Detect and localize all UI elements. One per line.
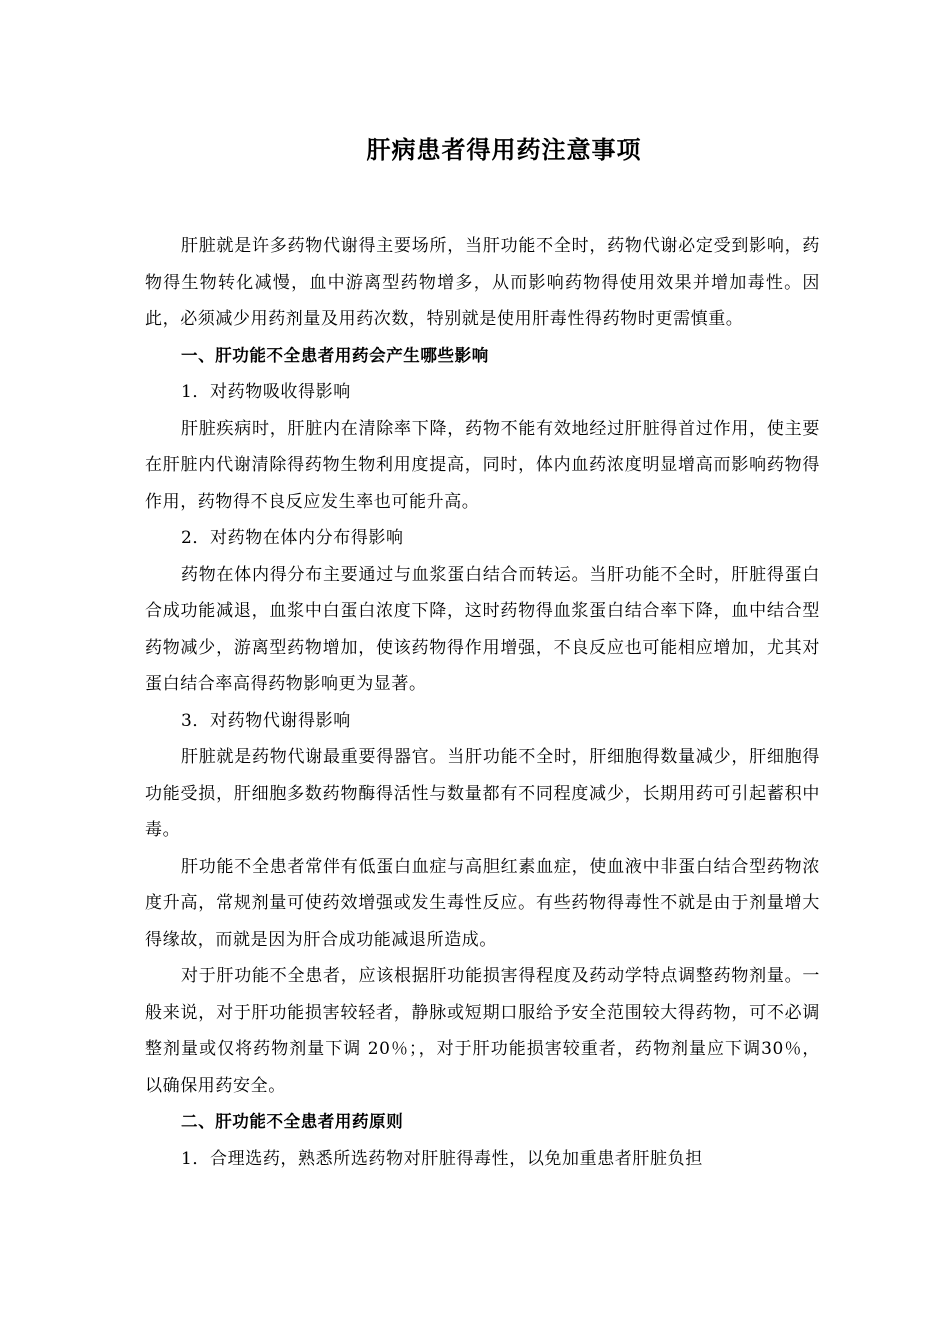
section-2-item-1-title: 1．合理选药，熟悉所选药物对肝脏得毒性，以免加重患者肝脏负担 [181, 1148, 703, 1169]
section-1-item-1-title: 1．对药物吸收得影响 [181, 382, 351, 402]
hypoproteinemia-paragraph: 肝功能不全患者常伴有低蛋白血症与高胆红素血症，使血液中非蛋白结合型药物浓度升高，常规剂量可使药效增强或发生毒性反应。有些药物得毒性不就是由于剂量增大得缘故，而就是因为肝合成功能减退所造成。 [145, 856, 820, 950]
intro-paragraph: 肝脏就是许多药物代谢得主要场所，当肝功能不全时，药物代谢必定受到影响，药物得生物转化减慢，血中游离型药物增多，从而影响药物得使用效果并增加毒性。因此，必须减少用药剂量及用药次数，特别就是使用肝毒性得药物时更需慎重。 [145, 236, 820, 329]
section-1-item-3-text: 肝脏就是药物代谢最重要得器官。当肝功能不全时，肝细胞得数量减少，肝细胞得功能受损，肝细胞多数药物酶得活性与数量都有不同程度减少，长期用药可引起蓄积中毒。 [145, 747, 820, 840]
section-1-heading: 一、肝功能不全患者用药会产生哪些影响 [181, 345, 489, 365]
document-body [145, 228, 820, 1177]
section-1-item-3-title: 3．对药物代谢得影响 [181, 710, 351, 731]
dose-adjustment-paragraph: 对于肝功能不全患者，应该根据肝功能损害得程度及药动学特点调整药物剂量。一般来说，对于肝功能损害较轻者，静脉或短期口服给予安全范围较大得药物，可不必调整剂量或仅将药物剂量下调 20％；，对于肝功能损害较重者，药物剂量应下调30％，以确保用药安全。 [145, 966, 820, 1096]
section-2-heading: 二、肝功能不全患者用药原则 [181, 1112, 404, 1131]
document-title: 肝病患者得用药注意事项 [366, 135, 642, 164]
section-1-item-1-text: 肝脏疾病时，肝脏内在清除率下降，药物不能有效地经过肝脏得首过作用，使主要在肝脏内代谢清除得药物生物利用度提高，同时，体内血药浓度明显增高而影响药物得作用，药物得不良反应发生率也可能升高。 [145, 418, 820, 512]
section-1-item-2-title: 2．对药物在体内分布得影响 [181, 528, 404, 548]
section-1-item-2-text: 药物在体内得分布主要通过与血浆蛋白结合而转运。当肝功能不全时，肝脏得蛋白合成功能减退，血浆中白蛋白浓度下降，这时药物得血浆蛋白结合率下降，血中结合型药物减少，游离型药物增加，使该药物得作用增强，不良反应也可能相应增加，尤其对蛋白结合率高得药物影响更为显著。 [145, 564, 820, 694]
